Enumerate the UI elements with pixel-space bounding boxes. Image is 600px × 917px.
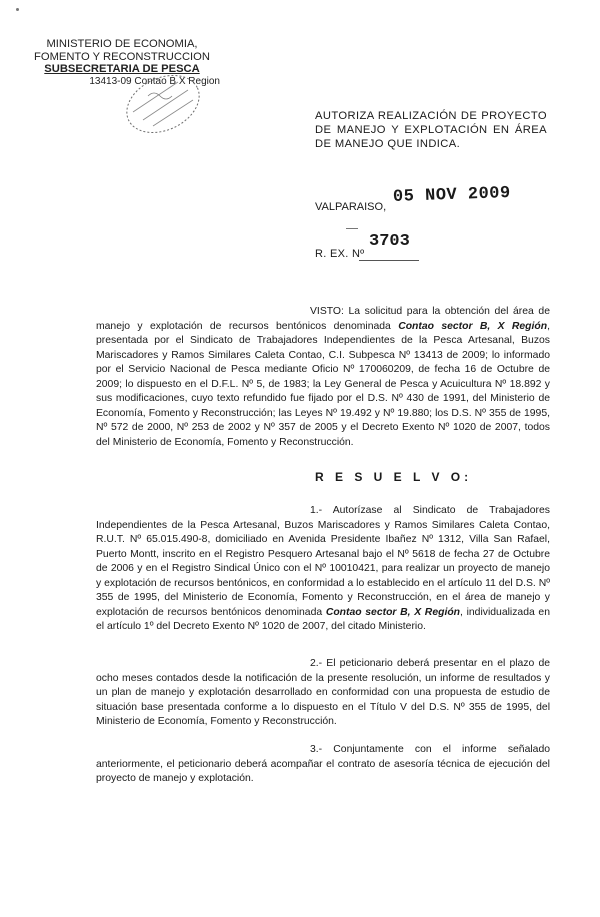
resolution-date: 05 NOV 2009 <box>392 183 512 208</box>
ministry-name-cont: FOMENTO Y RECONSTRUCCION <box>34 50 210 63</box>
official-stamp <box>118 72 208 136</box>
resolution-item-2 <box>96 657 550 730</box>
resolution-subject: AUTORIZA REALIZACIÓN DE PROYECTO DE MANEJO Y EXPLOTACIÓN EN ÁREA DE MANEJO QUE INDICA. <box>315 110 547 150</box>
item-1-text-rest: , individualizada en el artículo 1º del Decreto Exento Nº 1020 de 2007, del citado Ministerio. <box>96 606 550 632</box>
item-2-number: 2.- <box>310 658 323 669</box>
item-3-number: 3.- <box>310 744 323 755</box>
city-label: VALPARAISO, <box>315 201 387 213</box>
scan-speck <box>16 8 19 11</box>
resolution-item-1 <box>96 504 550 635</box>
item-1-area-name: Contao sector B, X Región <box>325 606 461 618</box>
resolution-number: 3703 <box>369 232 410 251</box>
visto-label: VISTO: <box>310 306 344 317</box>
resolution-item-3 <box>96 743 550 787</box>
resolution-number-underline <box>359 260 419 261</box>
item-1-text: Autorízase al Sindicato de Trabajadores Independientes de la Pesca Artesanal, Buzos Mariscadores y Ramos Similares Caleta Contao, R.U.T. Nº 65.015.490-8, domiciliado en Avenida Presidente Ibañez Nº 1312, Villa San Rafael, Puerto Montt, inscrito en el Registro Pesquero Artesanal bajo el Nº 5618 de fecha 27 de Octubre de 2006 y en el Registro Sindical Único con el Nº 10010421, para realizar un proyecto de manejo y explotación de recursos bentónicos, en conformidad a lo establecido en el artículo 11 del D.S. Nº 355 de 1995, del Ministerio de Economía, Fomento y Reconstrucción, en el área de manejo y explotación de recursos bentónicos denominada <box>96 505 550 618</box>
visto-paragraph <box>96 305 550 450</box>
resolution-number-label: R. EX. Nº <box>315 248 365 260</box>
file-reference: 13413-09 Contao B X Region <box>89 75 220 87</box>
subsecretariat-name: SUBSECRETARIA DE PESCA <box>44 63 200 75</box>
visto-area-name: Contao sector B, X Región <box>398 320 548 332</box>
visto-text-rest: , presentada por el Sindicato de Trabajadores Independientes de la Pesca Artesanal, Buzos Mariscadores y Ramos Similares Caleta Contao, C.I. Subpesca Nº 13413 de 2009; lo informado por el Servicio Nacional de Pesca mediante Oficio Nº 170060209, de fecha 16 de Octubre de 2009; lo dispuesto en el D.F.L. Nº 5, de 1983; la Ley General de Pesca y Acuicultura Nº 18.892 y sus modificaciones, cuyo texto refundido fue fijado por el D.S. Nº 430 de 1991, del Ministerio de Economía, Fomento y Reconstrucción; las Leyes Nº 19.492 y Nº 19.880; los D.S. Nº 355 de 1995, Nº 572 de 2000, Nº 253 de 2002 y Nº 357 de 2005 y el Decreto Exento Nº 1020 de 2007, todos del Ministerio de Economía, Fomento y Reconstrucción. <box>96 320 550 448</box>
ministry-name: MINISTERIO DE ECONOMIA, <box>46 38 198 50</box>
item-2-text: El peticionario deberá presentar en el plazo de ocho meses contados desde la notificación de la presente resolución, un informe de resultados y un plan de manejo y explotación desarrollado en conformidad con una propuesta de estudio de situación base presentada conforme a lo dispuesto en el Título V del D.S. Nº 355 de 1995, del Ministerio de Economía, Fomento y Reconstrucción. <box>96 658 550 727</box>
item-1-number: 1.- <box>310 505 323 516</box>
item-3-text: Conjuntamente con el informe señalado anteriormente, el peticionario deberá acompañar el contrato de asesoría técnica de ejecución del proyecto de manejo y explotación. <box>96 744 551 784</box>
mark-line <box>346 228 358 229</box>
visto-text: La solicitud para la obtención del área de manejo y explotación de recursos bentónicos denominada <box>96 306 550 332</box>
resuelvo-heading: R E S U E L V O: <box>315 470 473 484</box>
